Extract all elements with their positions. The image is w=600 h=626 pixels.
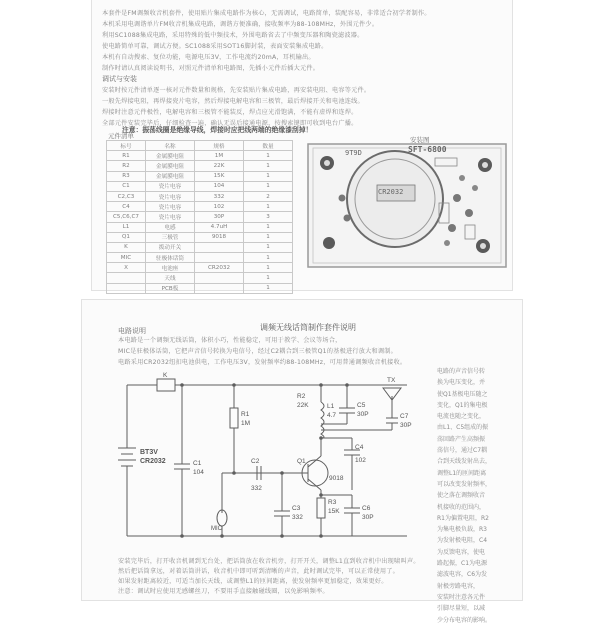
table-cell: 瓷片电容 [146, 181, 195, 191]
table-row [107, 253, 293, 263]
antenna-label: TX [387, 377, 396, 384]
c3-label: C3 [292, 505, 301, 512]
table-header: 名称 [146, 141, 195, 151]
l1-value: 4.7 [327, 412, 337, 419]
table-cell: R2 [107, 161, 146, 171]
table-cell: 金属膜电阻 [146, 151, 195, 161]
side-line: 荡回路产生高频振 [437, 435, 486, 443]
table-cell: 1M [195, 151, 244, 161]
install-line: 安装时按元件清单逐一核对元件数量和规格，先安装贴片集成电路，再安装电阻、电容等元件。 [102, 87, 371, 94]
side-line: 安装时注意各元件 [437, 593, 486, 601]
table-cell: X [107, 263, 146, 273]
top-document-page [92, 0, 512, 293]
bottom-document-page [82, 300, 522, 624]
side-line: 滤波电容，C6为发 [437, 571, 488, 579]
pcb-title: 安装图 [410, 136, 430, 144]
table-cell: 三极管 [146, 232, 195, 242]
c4-label: C4 [355, 444, 364, 451]
side-line: 使之落在调频收音 [437, 492, 486, 500]
table-cell: 瓷片电容 [146, 191, 195, 201]
table-cell: L1 [107, 222, 146, 232]
battery-model-label: CR2032 [140, 458, 166, 465]
footer-line: 如果发射距离较近，可适当加长天线，或调整L1的匝间距离，使发射频率更加稳定，效果更好。 [118, 578, 388, 585]
side-line: R1为偏置电阻，R2 [437, 514, 489, 522]
table-row [107, 202, 293, 212]
table-cell [195, 283, 244, 293]
side-line: 射极旁路电容， [437, 582, 480, 590]
table-row [107, 263, 293, 273]
c6-value: 30P [362, 514, 374, 521]
c6-label: C6 [362, 505, 371, 512]
intro-line: 制作时请认真阅读说明书，对照元件清单和电路图，先插小元件后插大元件。 [102, 65, 320, 72]
table-cell: 104 [195, 181, 244, 191]
pcb-brand-label: SFT-6800 [408, 145, 447, 154]
table-cell: 1 [244, 232, 293, 242]
c1-value: 104 [193, 469, 204, 476]
side-line: 引脚尽量短，以减 [437, 605, 486, 613]
install-heading: 调试与安装 [102, 75, 137, 83]
parts-table-body [107, 151, 293, 294]
table-cell: 驻极体话筒 [146, 253, 195, 263]
table-cell: 30P [195, 212, 244, 222]
table-cell: 2 [244, 191, 293, 201]
table-cell: 3 [244, 212, 293, 222]
footer-line: 安装完毕后，打开收音机调到无台处，把话筒放在收音机旁，打开开关，调整L1直到收音机中出现啸叫声。 [118, 558, 420, 565]
table-cell: MIC [107, 253, 146, 263]
table-cell [107, 273, 146, 283]
table-cell: R3 [107, 171, 146, 181]
table-row [107, 191, 293, 201]
table-cell: 102 [195, 202, 244, 212]
table-cell [107, 283, 146, 293]
side-line: 荡信号，通过C7耦 [437, 447, 488, 455]
side-line: 机接收的范围内， [437, 503, 486, 511]
document-title: 调频无线话筒制作套件说明 [260, 323, 356, 332]
r3-value: 15K [328, 508, 340, 515]
table-cell: 1 [244, 181, 293, 191]
side-line: 少分布电容的影响。 [437, 616, 492, 624]
footer-line: 注意：调试时应使用无感螺丝刀，不要用手直接触碰线圈，以免影响频率。 [118, 588, 329, 595]
table-row [107, 181, 293, 191]
table-header: 数量 [244, 141, 293, 151]
table-cell: C1 [107, 181, 146, 191]
install-line: 焊接时注意元件极性，电解电容和三极管不能装反，焊点应光滑饱满，不能有虚焊和连焊。 [102, 109, 358, 116]
table-cell: 瓷片电容 [146, 202, 195, 212]
body-line: 本电路是一个调频无线话筒，体积小巧，性能稳定，可用于教学、会议等场合， [118, 337, 342, 344]
c1-label: C1 [193, 460, 202, 467]
table-cell: 9018 [195, 232, 244, 242]
parts-table [106, 140, 293, 294]
table-cell [195, 242, 244, 252]
mic-label: MIC [211, 526, 222, 532]
install-line: 全部元件安装完毕后，仔细检查一遍，确认无误后接通电源，按搜索键即可收到电台广播。 [102, 120, 358, 127]
side-line: 变化，Q1的集电极 [437, 401, 488, 409]
side-line: 可以改变发射频率， [437, 480, 492, 488]
table-cell: PCB板 [146, 283, 195, 293]
table-cell: 332 [195, 191, 244, 201]
table-row [107, 273, 293, 283]
intro-line: 使电路简单可靠，调试方便。SC1088采用SOT16脚封装，表面安装集成电路。 [102, 43, 328, 50]
side-line: 为集电极负载，R3 [437, 526, 487, 534]
footer-line: 然后把话筒拿远，对着话筒讲话，收音机中即可听到清晰的声音，此时调试完毕，可以正常使用了。 [118, 568, 400, 575]
table-cell: 电池座 [146, 263, 195, 273]
table-cell: 金属膜电阻 [146, 171, 195, 181]
table-cell: 22K [195, 161, 244, 171]
table-cell: 1 [244, 273, 293, 283]
side-line: 电路的声音信号转 [437, 368, 486, 375]
table-cell: 1 [244, 151, 293, 161]
table-header: 标号 [107, 141, 146, 151]
side-line: 由L1、C5组成的振 [437, 424, 489, 432]
pcb-battery-label: CR2032 [378, 188, 404, 196]
parts-table-title: 元件清单 [108, 132, 134, 140]
c2-value: 332 [251, 485, 262, 492]
circuit-heading: 电路说明 [118, 327, 146, 335]
table-cell: 1 [244, 283, 293, 293]
table-cell: C2,C3 [107, 191, 146, 201]
r3-label: R3 [328, 499, 337, 506]
table-cell: 4.7uH [195, 222, 244, 232]
r2-value: 22K [297, 402, 309, 409]
table-row [107, 171, 293, 181]
table-cell: K [107, 242, 146, 252]
c2-label: C2 [251, 458, 260, 465]
table-row [107, 161, 293, 171]
table-cell: 1 [244, 161, 293, 171]
table-cell [195, 273, 244, 283]
table-row [107, 242, 293, 252]
side-line: 为发射极电阻，C4 [437, 537, 488, 545]
pcb-board-image [307, 143, 507, 268]
table-cell: 1 [244, 253, 293, 263]
table-cell: 1 [244, 263, 293, 273]
pcb-board-drawing [307, 143, 507, 268]
table-cell: CR2032 [195, 263, 244, 273]
body-line: 电路采用CR2032纽扣电池供电，工作电压3V，发射频率约88-108MHz，可用普通调频收音机接收。 [118, 359, 407, 366]
table-cell: C5,C6,C7 [107, 212, 146, 222]
c7-value: 30P [400, 422, 412, 429]
c5-label: C5 [357, 402, 366, 409]
pcb-code-label: 9T9D [345, 149, 362, 157]
table-cell: 1 [244, 242, 293, 252]
table-row [107, 151, 293, 161]
table-cell: 天线 [146, 273, 195, 283]
table-cell: 1 [244, 222, 293, 232]
q1-value: 9018 [329, 475, 344, 482]
table-cell: 1 [244, 171, 293, 181]
r1-label: R1 [241, 411, 250, 418]
l1-label: L1 [327, 403, 335, 410]
table-row [107, 283, 293, 293]
circuit-schematic [107, 368, 437, 553]
table-cell: 电感 [146, 222, 195, 232]
intro-line: 本套件是FM调频收音机套件，使用贴片集成电路作为核心，无需调试，电路简单，装配容易，非常适合初学者制作。 [102, 10, 431, 17]
c3-value: 332 [292, 514, 303, 521]
c4-value: 102 [355, 457, 366, 464]
table-cell: 金属膜电阻 [146, 161, 195, 171]
switch-label: K [163, 372, 168, 379]
table-header: 规格 [195, 141, 244, 151]
side-line: 为反馈电容，使电 [437, 548, 486, 556]
c7-label: C7 [400, 413, 409, 420]
side-line: 换为电压变化，并 [437, 379, 486, 387]
table-cell: 拨动开关 [146, 242, 195, 252]
side-line: 调整L1的匝间距离 [437, 469, 487, 477]
table-cell [195, 253, 244, 263]
table-cell: 15K [195, 171, 244, 181]
table-cell: C4 [107, 202, 146, 212]
table-row [107, 222, 293, 232]
battery-value-label: BT3V [140, 449, 158, 456]
warning-notice: 注意：振荡线圈是绝缘导线，焊接时应把线两端的绝缘漆刮掉！ [122, 126, 313, 134]
r1-value: 1M [241, 420, 251, 427]
intro-line: 本机采用电调谐单片FM收音机集成电路，调谐方便准确，接收频率为88-108MHz，外围元件少。 [102, 21, 379, 28]
intro-line: 利用SC1088集成电路，采用特殊的低中频技术，外围电路省去了中频变压器和陶瓷滤波器。 [102, 32, 364, 39]
side-line: 使Q1基极电压随之 [437, 390, 488, 398]
c5-value: 30P [357, 411, 369, 418]
table-cell: 1 [244, 202, 293, 212]
table-cell: R1 [107, 151, 146, 161]
side-line: 合到天线发射出去， [437, 458, 492, 466]
table-row [107, 212, 293, 222]
intro-line: 本机有自动搜索、复位功能，电源电压3V，工作电流约20mA，耳机输出。 [102, 54, 315, 61]
r2-label: R2 [297, 393, 306, 400]
table-cell: Q1 [107, 232, 146, 242]
install-line: 一般先焊接电阻，再焊接瓷片电容，然后焊接电解电容和三极管，最后焊接开关和电池连线。 [102, 98, 364, 105]
body-line: MIC是驻极体话筒，它把声音信号转换为电信号，经过C2耦合到三极管Q1的基极进行放大和调制。 [118, 348, 398, 355]
table-cell: 瓷片电容 [146, 212, 195, 222]
q1-label: Q1 [297, 458, 306, 465]
side-line: 电流也随之变化， [437, 413, 486, 421]
table-row [107, 232, 293, 242]
side-line: 路起振，C1为电源 [437, 560, 488, 568]
